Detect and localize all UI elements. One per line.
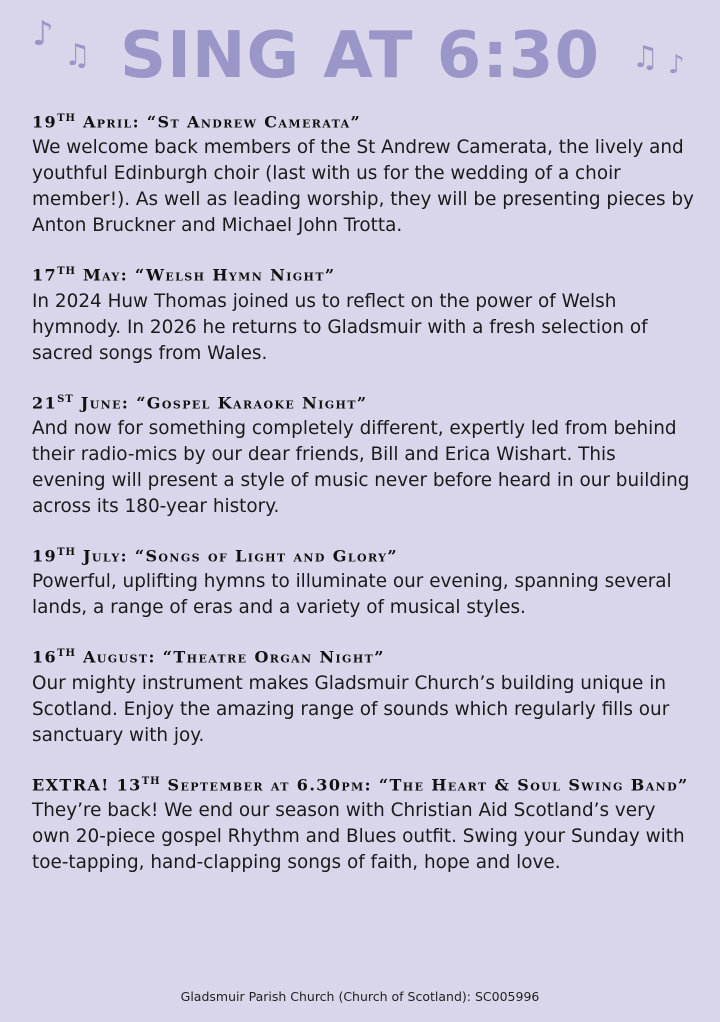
event-description: In 2024 Huw Thomas joined us to reflect on the power of Welsh hymnody. In 2026 he returns to Gladsmuir with a fresh selection of sacred songs from Wales.	[32, 290, 648, 364]
music-notes-icon: ♫	[64, 38, 91, 73]
music-note-icon: ♪	[668, 50, 685, 80]
event-title: 16TH August: “Theatre Organ Night”	[32, 647, 385, 667]
music-notes-icon: ♫	[632, 40, 659, 75]
event-description: And now for something completely different, expertly led from behind their radio-mics by our dear friends, Bill and Erica Wishart. This evening will present a style of music never before heard in our building across its 180-year history.	[32, 417, 690, 517]
event-description: We welcome back members of the St Andrew Camerata, the lively and youthful Edinburgh choir (last with us for the wedding of a choir member!). As well as leading worship, they will be presenting pieces by Anton Bruckner and Michael John Trotta.	[32, 137, 694, 237]
event-item	[32, 106, 694, 239]
event-item	[32, 641, 694, 748]
event-description: They’re back! We end our season with Christian Aid Scotland’s very own 20-piece gospel Rhythm and Blues outfit. Swing your Sunday with toe-tapping, hand-clapping songs of faith, hope and love.	[32, 799, 685, 873]
event-title: EXTRA! 13TH September at 6.30pm: “The Heart & Soul Swing Band”	[32, 774, 689, 794]
footer-charity-number: Gladsmuir Parish Church (Church of Scotland): SC005996	[180, 989, 540, 1004]
header	[0, 14, 720, 94]
event-description: Powerful, uplifting hymns to illuminate our evening, spanning several lands, a range of eras and a variety of musical styles.	[32, 571, 672, 619]
music-note-icon: ♪	[32, 14, 54, 54]
page-title: SING AT 6:30	[120, 19, 600, 93]
event-title: 21ST June: “Gospel Karaoke Night”	[32, 392, 368, 412]
event-title: 17TH May: “Welsh Hymn Night”	[32, 265, 336, 285]
event-item	[32, 259, 694, 366]
event-title: 19TH July: “Songs of Light and Glory”	[32, 546, 399, 566]
event-item	[32, 387, 694, 520]
event-description: Our mighty instrument makes Gladsmuir Church’s building unique in Scotland. Enjoy the amazing range of sounds which regularly fills our sanctuary with joy.	[32, 672, 670, 746]
event-item	[32, 769, 694, 876]
event-item	[32, 540, 694, 621]
event-list	[32, 106, 694, 896]
event-title: 19TH April: “St Andrew Camerata”	[32, 112, 362, 132]
